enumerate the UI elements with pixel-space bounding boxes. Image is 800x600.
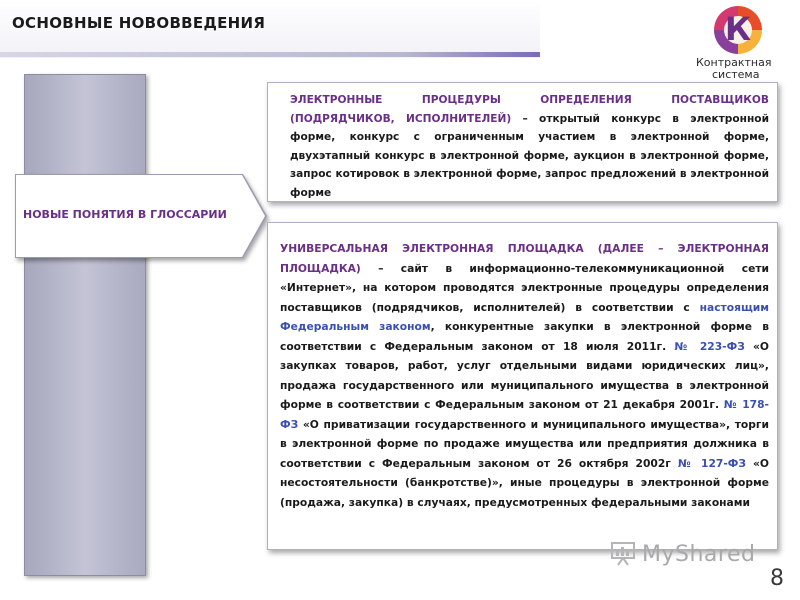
logo xyxy=(688,6,796,80)
watermark-text: MyShared xyxy=(642,542,756,567)
left-vertical-bar xyxy=(24,74,146,576)
glossary-arrow-label: НОВЫЕ ПОНЯТИЯ В ГЛОССАРИИ xyxy=(23,208,227,221)
definition-body: – открытый конкурс в электронной форме, конкурс с ограниченным участием в электронной форме, двухэтапный конкурс в электронной форме, аукцион в электронной форме, запрос котировок в электронной форме, запрос предложений в электронной форме xyxy=(290,112,769,199)
definition-text: УНИВЕРСАЛЬНАЯ ЭЛЕКТРОННАЯ ПЛОЩАДКА (ДАЛЕЕ – ЭЛЕКТРОННАЯ ПЛОЩАДКА) – сайт в информационно-телекоммуникационной сети «Интернет», на котором проводятся электронные процедуры определения поставщиков (подрядчиков, исполнителей) в соответствии с настоящим Федеральным законом, конкурентные закупки в электронной форме в соответствии с Федеральным законом от 18 июля 2011г. № 223-ФЗ «О закупках товаров, работ, услуг отдельными видами юридических лиц», продажа государственного или муниципального имущества в электронной форме в соответствии с Федеральным законом от 21 декабря 2001г. № 178-ФЗ «О приватизации государственного и муниципального имущества», торги в электронной форме по продаже имущества или предприятия должника в соответствии с Федеральным законом от 26 октября 2002г № 127-ФЗ «О несостоятельности (банкротстве)», иные процедуры в электронной форме (продажа, закупка) в случаях, предусмотренных федеральными законами xyxy=(280,242,769,509)
page-number: 8 xyxy=(770,566,784,591)
definition-term: УНИВЕРСАЛЬНАЯ ЭЛЕКТРОННАЯ ПЛОЩАДКА (ДАЛЕЕ – ЭЛЕКТРОННАЯ ПЛОЩАДКА) xyxy=(280,242,769,275)
definition-text xyxy=(290,91,769,203)
definition-box-electronic-procedures xyxy=(267,82,778,202)
law-link-this-law[interactable]: настоящим Федеральным законом xyxy=(280,300,769,333)
header-bar xyxy=(0,0,540,58)
watermark xyxy=(610,538,770,572)
header-underline xyxy=(0,52,540,57)
logo-circle-icon xyxy=(714,6,762,54)
definition-box-electronic-platform xyxy=(267,222,778,550)
presentation-icon xyxy=(610,540,636,566)
definition-term: ЭЛЕКТРОННЫЕ ПРОЦЕДУРЫ ОПРЕДЕЛЕНИЯ ПОСТАВЩИКОВ (ПОДРЯДЧИКОВ, ИСПОЛНИТЕЛЕЙ) xyxy=(290,94,769,125)
glossary-arrow xyxy=(15,174,267,258)
logo-text-line1: Контрактная xyxy=(696,56,772,69)
logo-text-line2: система xyxy=(712,68,760,81)
law-link-178[interactable]: № 178-ФЗ xyxy=(280,398,769,431)
logo-letter: К xyxy=(724,10,752,48)
page-title: ОСНОВНЫЕ НОВОВВЕДЕНИЯ xyxy=(12,14,266,32)
law-link-223[interactable]: № 223-ФЗ xyxy=(674,339,745,353)
law-link-127[interactable]: № 127-ФЗ xyxy=(677,456,746,470)
